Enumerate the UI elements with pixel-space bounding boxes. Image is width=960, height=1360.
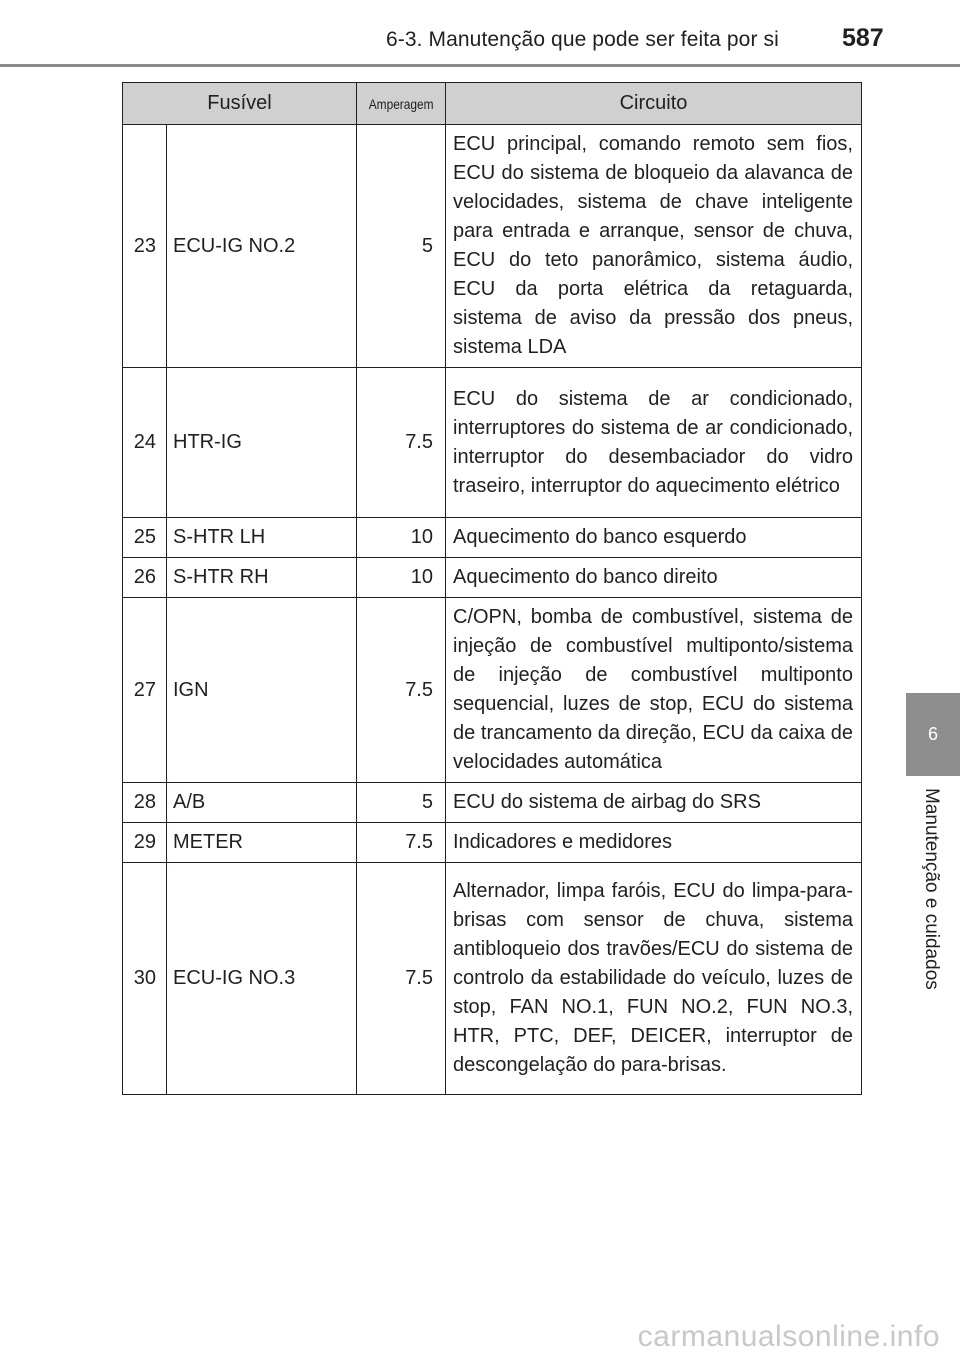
chapter-number: 6 (927, 724, 938, 744)
header-amperage (357, 83, 446, 125)
table-row (123, 368, 862, 518)
fuse-amperage: 5 (357, 783, 446, 823)
fuse-amperage: 7.5 (357, 863, 446, 1095)
header-amperage-label: Amperagem (368, 95, 434, 112)
fuse-number: 24 (123, 368, 167, 518)
fuse-amperage: 7.5 (357, 598, 446, 783)
watermark: carmanualsonline.info (637, 1320, 940, 1353)
table-row (123, 598, 862, 783)
fuse-circuit: Aquecimento do banco esquerdo (446, 518, 862, 558)
table-row (123, 558, 862, 598)
header-divider (0, 64, 960, 67)
fuse-circuit: C/OPN, bomba de combustível, sistema de injeção de combustível multiponto/sistema de injeção de combustível multiponto sequencial, luzes de stop, ECU do sistema de trancamento da direção, ECU da caixa de velocidades automática (446, 598, 862, 783)
fuse-number: 30 (123, 863, 167, 1095)
section-title: 6-3. Manutenção que pode ser feita por si (386, 28, 779, 51)
fuse-amperage: 5 (357, 125, 446, 368)
fuse-number: 27 (123, 598, 167, 783)
fuse-circuit: Alternador, limpa faróis, ECU do limpa-para-brisas com sensor de chuva, sistema antibloqueio dos travões/ECU do sistema de controlo da estabilidade do veículo, luzes de stop, FAN NO.1, FUN NO.2, FUN NO.3, HTR, PTC, DEF, DEICER, interruptor de descongelação do para-brisas. (446, 863, 862, 1095)
table-row (123, 518, 862, 558)
fuse-name: A/B (167, 783, 357, 823)
table-row (123, 783, 862, 823)
fuse-name: METER (167, 823, 357, 863)
fuse-name: S-HTR LH (167, 518, 357, 558)
fuse-name: S-HTR RH (167, 558, 357, 598)
fuse-circuit: ECU principal, comando remoto sem fios, ECU do sistema de bloqueio da alavanca de velocidades, sistema de chave inteligente para entrada e arranque, sensor de chuva, ECU do teto panorâmico, sistema áudio, ECU da porta elétrica da retaguarda, sistema de aviso da pressão dos pneus, sistema LDA (446, 125, 862, 368)
fuse-table (122, 82, 862, 1095)
table-row (123, 823, 862, 863)
fuse-number: 25 (123, 518, 167, 558)
fuse-amperage: 10 (357, 558, 446, 598)
fuse-amperage: 7.5 (357, 823, 446, 863)
fuse-number: 29 (123, 823, 167, 863)
table-header-row (123, 83, 862, 125)
fuse-name: ECU-IG NO.3 (167, 863, 357, 1095)
fuse-number: 23 (123, 125, 167, 368)
page-number: 587 (842, 24, 884, 52)
fuse-number: 26 (123, 558, 167, 598)
fuse-name: HTR-IG (167, 368, 357, 518)
fuse-circuit: ECU do sistema de airbag do SRS (446, 783, 862, 823)
fuse-circuit: Indicadores e medidores (446, 823, 862, 863)
fuse-number: 28 (123, 783, 167, 823)
fuse-name: IGN (167, 598, 357, 783)
fuse-amperage: 7.5 (357, 368, 446, 518)
chapter-tab (906, 693, 960, 776)
header-circuit: Circuito (446, 83, 862, 125)
fuse-name: ECU-IG NO.2 (167, 125, 357, 368)
fuse-amperage: 10 (357, 518, 446, 558)
fuse-circuit: ECU do sistema de ar condicionado, interruptores do sistema de ar condicionado, interruptor do desembaciador do vidro traseiro, interruptor do aquecimento elétrico (446, 368, 862, 518)
header-fuse: Fusível (123, 83, 357, 125)
table-row (123, 125, 862, 368)
fuse-circuit: Aquecimento do banco direito (446, 558, 862, 598)
chapter-label: Manutenção e cuidados (921, 788, 942, 990)
table-row (123, 863, 862, 1095)
